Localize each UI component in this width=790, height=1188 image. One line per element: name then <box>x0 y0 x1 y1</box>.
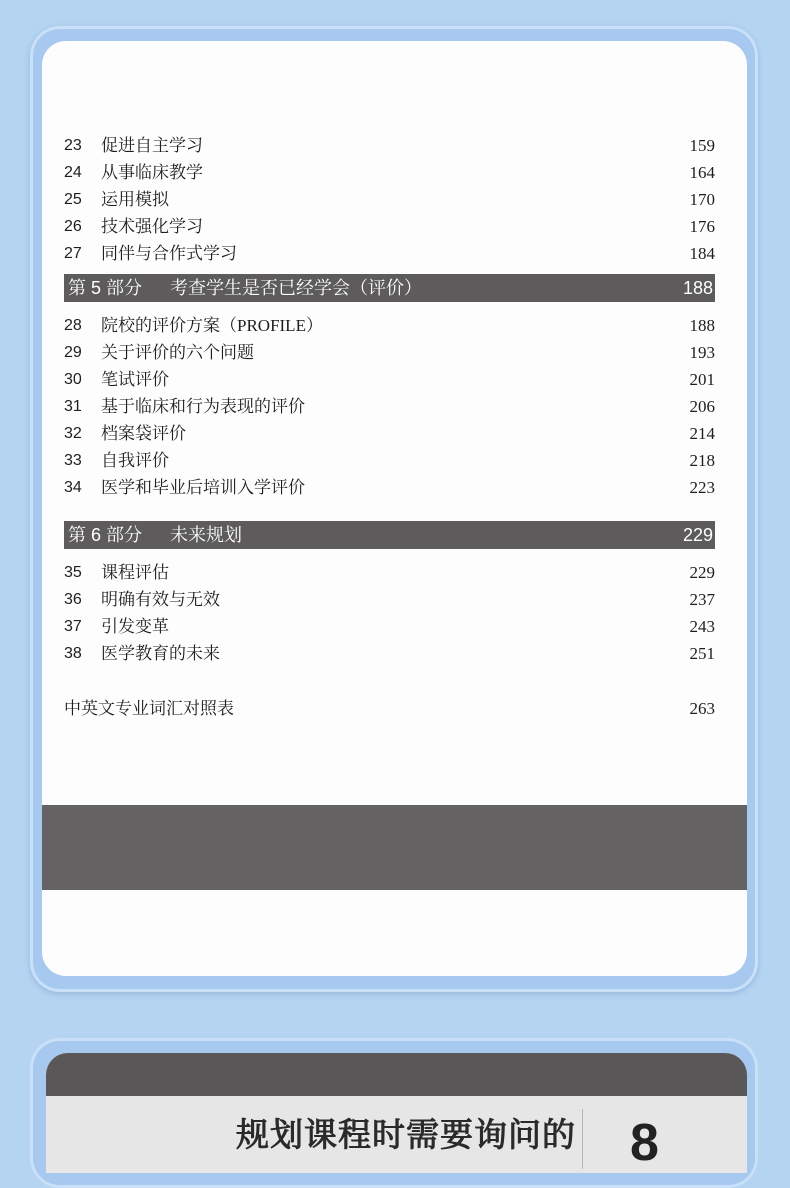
section-label: 第 5 部分 <box>68 278 143 298</box>
chapter-title: 促进自主学习 <box>101 136 203 155</box>
toc-page <box>42 41 747 976</box>
chapter-title: 引发变革 <box>101 617 169 636</box>
chapter-title: 档案袋评价 <box>101 424 186 443</box>
section-label: 第 6 部分 <box>68 525 143 545</box>
toc-entry <box>64 159 715 186</box>
chapter-number: 36 <box>64 591 82 608</box>
toc-entry <box>64 186 715 213</box>
chapter-title: 运用模拟 <box>101 190 169 209</box>
page-number: 263 <box>689 699 715 718</box>
page-number: 159 <box>689 136 715 155</box>
chapter-number: 24 <box>64 164 82 181</box>
toc-entry <box>64 474 715 501</box>
next-card-headline: 规划课程时需要询问的 <box>236 1118 576 1154</box>
section-header-part-6 <box>64 521 715 549</box>
toc-entry <box>64 393 715 420</box>
next-card <box>46 1053 747 1173</box>
page-number: 229 <box>689 563 715 582</box>
chapter-title: 医学和毕业后培训入学评价 <box>101 478 305 497</box>
section-header-part-5 <box>64 274 715 302</box>
chapter-number: 25 <box>64 191 82 208</box>
page-number: 243 <box>689 617 715 636</box>
toc-group-3 <box>64 559 715 667</box>
chapter-number: 35 <box>64 564 82 581</box>
toc-group-1 <box>64 132 715 267</box>
toc-entry <box>64 312 715 339</box>
toc-appendix-entry <box>64 695 715 722</box>
chapter-title: 自我评价 <box>101 451 169 470</box>
chapter-title: 技术强化学习 <box>101 217 203 236</box>
page-number: 206 <box>689 397 715 416</box>
page-number: 176 <box>689 217 715 236</box>
chapter-title: 明确有效与无效 <box>101 590 220 609</box>
table-of-contents <box>64 132 715 722</box>
page-number: 184 <box>689 244 715 263</box>
chapter-number: 29 <box>64 344 82 361</box>
toc-entry <box>64 339 715 366</box>
toc-group-2 <box>64 312 715 501</box>
chapter-title: 关于评价的六个问题 <box>101 343 254 362</box>
page-number: 237 <box>689 590 715 609</box>
chapter-title: 院校的评价方案（PROFILE） <box>101 316 323 335</box>
chapter-title: 医学教育的未来 <box>101 644 220 663</box>
toc-entry <box>64 447 715 474</box>
page-number: 218 <box>689 451 715 470</box>
toc-entry <box>64 640 715 667</box>
chapter-title: 基于临床和行为表现的评价 <box>101 397 305 416</box>
chapter-number: 32 <box>64 425 82 442</box>
page-number: 164 <box>689 163 715 182</box>
chapter-number: 33 <box>64 452 82 469</box>
chapter-number: 34 <box>64 479 82 496</box>
chapter-title: 笔试评价 <box>101 370 169 389</box>
section-page-number: 229 <box>682 525 713 545</box>
chapter-number: 26 <box>64 218 82 235</box>
toc-entry <box>64 213 715 240</box>
next-card-header-bar <box>46 1053 747 1096</box>
chapter-number: 27 <box>64 245 82 262</box>
toc-entry <box>64 559 715 586</box>
toc-entry <box>64 366 715 393</box>
decorative-band <box>42 805 747 890</box>
page-number: 201 <box>689 370 715 389</box>
page-number: 193 <box>689 343 715 362</box>
section-page-number: 188 <box>682 278 713 298</box>
toc-entry <box>64 613 715 640</box>
chapter-number: 30 <box>64 371 82 388</box>
page-number: 251 <box>689 644 715 663</box>
page-number: 188 <box>689 316 715 335</box>
chapter-title: 课程评估 <box>101 563 169 582</box>
chapter-number: 28 <box>64 317 82 334</box>
chapter-number: 37 <box>64 618 82 635</box>
chapter-number: 23 <box>64 137 82 154</box>
chapter-number: 31 <box>64 398 82 415</box>
next-card-divider <box>582 1109 583 1169</box>
toc-entry <box>64 132 715 159</box>
section-title: 未来规划 <box>170 525 242 545</box>
section-title: 考查学生是否已经学会（评价） <box>170 278 422 298</box>
page-number: 214 <box>689 424 715 443</box>
toc-entry <box>64 586 715 613</box>
chapter-number: 38 <box>64 645 82 662</box>
page-number: 170 <box>689 190 715 209</box>
appendix-title: 中英文专业词汇对照表 <box>64 699 234 718</box>
chapter-title: 从事临床教学 <box>101 163 203 182</box>
toc-entry <box>64 420 715 447</box>
chapter-title: 同伴与合作式学习 <box>101 244 237 263</box>
next-card-number: 8 <box>630 1114 659 1172</box>
page-number: 223 <box>689 478 715 497</box>
toc-entry <box>64 240 715 267</box>
